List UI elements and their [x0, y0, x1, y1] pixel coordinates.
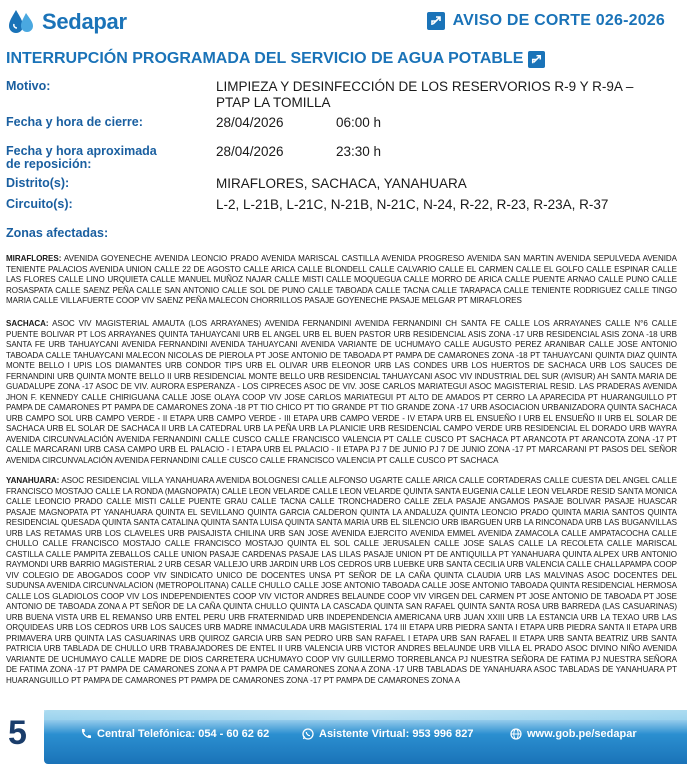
globe-icon [510, 728, 522, 740]
reposicion-label-1: Fecha y hora aproximada [6, 144, 157, 158]
zones-label: Zonas afectadas: [6, 226, 109, 240]
zone-sachaca-text: ASOC VIV MAGISTERIAL AMAUTA (LOS ARRAYANES) AVENIDA FERNANDINI AVENIDA FERNANDINI CH SANTA FE CALLE LOS ARRAYANES CALLE N°6 CALLE PUENTE BOLIVAR PT LOS ARRAYANES QUINTA TAHUAYCANI URB EL ANGEL URB EL BUEN PASTOR URB RESIDENCIAL ASIS ZONA -17 URB RESIDENCIAL ASIS ZONA -18 URB SANTA FE URB TAHUAYCANI AVENIDA FERNANDINI AVENIDA TAHUAYCANI AVENIDA VARIANTE DE UCHUMAYO CALLE AUGUSTO PEREZ ARANIBAR CALLE JOSE ANTONIO TABOADA CALLE TAHUAYCANI MALECON NICOLAS DE PIEROLA PT JOSE ANTONIO DE TABOADA PT PAMPA DE CAMARONES ZONA -18 PT TAHUAYCANI QUINTA DIAZ QUINTA MONTE BELLO I UPIS LOS DIAMANTES URB CONDOR TIPS URB EL OLIVAR URB ELEONOR URB LAS CONDES URB LOS HUERTOS DE SACHACA URB LOS SAUCES DE FERNANDINI URB QUINTA MONTE BELLO II URB RESIDENCIAL MONTE BELLO URB RESIDENCIAL TAHUAYCANI ASOC VIV INDUSTRIAL DEL SUR (AVISUR) AH SANTA MARIA DE GUADALUPE ZONA -17 ASOC DE VIV. AURORA ESPERANZA - LOS CIPRECES ASOC DE VIV. JOSE CARLOS MARIATEGUI ASOC MAGISTERIAL RESID. LAS PRADERAS AVENIDA JHON F. KENNEDY CALLE CHIRIGUANA CALLE JOSE OLAYA COOP VIV JOSE CARLOS MARIATEGUI PT ALTO DE AMADOS PT CERRO LA APARECIDA PT HUARANGUILLO PT PAMPA DE CAMARONES PT PAMPA DE CAMARONES ZONA -18 PT TIO CHICO PT TIO GRANDE PT TIO GRANDE ZONA -17 URB ASOCIACION URBANIZADORA QUINTA SACHACA URB CAMPO SOL URB CAMPO VERDE - II ETAPA URB CAMPO VERDE - III ETAPA URB CAMPO VERDE - IV ETAPA URB EL ENSUEÑO I URB EL ENSUEÑO II URB EL SOLAR DE SACHACA URB EL SOLAR DE SACHACA II URB LA CATEDRAL URB LA PEÑA URB LA PLANICIE URB RESIDENCIAL CAMPO VERDE URB RESIDENCIAL EL DORADO URB WAYRA AVENIDA CIRCUNVALACIÓN AVENIDA FERNANDINI CALLE CUSCO CALLE FRANCISCO VALENCIA PT CALLE CUSCO PT SACHACA PT ARANCOTA PT ARANCOTA ZONA -17 PT CALLE MARCARANI URB CASA CAMPO URB EL PALACIO - I ETAPA URB EL PALACIO - II ETAPA PJ 7 DE JUNIO PJ 7 DE JUNIO ZONA -17 PT MARCARANI PT PASOS DEL SEÑOR AVENIDA CIRCUNVALACIÓN AVENIDA FERNANDINI CALLE CUSCO CALLE FRANCISCO VALENCIA PT CALLE CUSCO PT SACHACA [6, 319, 678, 465]
zone-yanahuara-name: YANAHUARA: [6, 476, 60, 485]
zone-yanahuara [6, 476, 677, 686]
notice-header [427, 12, 665, 30]
page-number: 5 [8, 714, 27, 752]
distritos-label: Distrito(s): [6, 176, 70, 190]
zone-yanahuara-text: ASOC RESIDENCIAL VILLA YANAHUARA AVENIDA BOLOGNESI CALLE ALFONSO UGARTE CALLE ARICA CALLE CORTADERAS CALLE CUESTA DEL ANGEL CALLE FRANCISCO MOSTAJO CALLE LA RONDA (MAGNOPATA) CALLE LEON VELARDE CALLE LEON VELARDE QUINTA SANTA EUGENIA CALLE LEON VELARDE RESID SANTA MONICA CALLE LEONCIO PRADO CALLE MISTI CALLE PUENTE GRAU CALLE TACNA CALLE TRONCHADERO CALLE ZELA PASAJE ANGAMOS PASAJE BOLIVAR PASAJE HUASCAR PASAJE MAGNOPATA PT YANAHUARA QUINTA EL SEVILLANO QUINTA GARCIA CALDERON QUINTA LA ANDALUZA QUINTA LEONCIO PRADO QUINTA MARIA SANTOS QUINTA RESIDENCIAL QUESADA QUINTA SANTA CATALINA QUINTA SANTA LUISA QUINTA SANTA MARIA URB EL SILENCIO URB IBARGUEN URB LA RINCONADA URB LAS BUGANVILLAS URB LAS RETAMAS URB LOS CLAVELES URB PAISAJISTA CHILINA URB SAN JOSE AVENIDA EJERCITO AVENIDA EMMEL AVENIDA ZAMACOLA CALLE AMPATACOCHA CALLE CHULLO CALLE FRANCISCO MOSTAJO CALLE FRANCISCO MOSTAJO QUINTA EL SOL CALLE JERUSALEN CALLE JOSE SALAS CALLE LA RECOLETA CALLE MARISCAL CASTILLA CALLE PAMPITA ZEBALLOS CALLE UNION PASAJE CARDENAS PASAJE LAS LILAS PASAJE UNION PT DE ANTIQUILLA PT YANAHUARA QUINTA ALPEX URB ANTONIO RAYMONDI URB BARRIO MAGISTERIAL 2 URB CESAR VALLEJO URB JARDIN URB LOS CEDROS URB LUEBKE URB SANTA CECILIA URB VALENCIA CALLE CHALLAPAMPA COOP VIV COLEGIO DE ABOGADOS COOP VIV SINDICATO UNICO DE DOCENTES UNSA PT SEÑOR DE LA CAÑA QUINTA CLAUDIA URB LAS MALVINAS ASOC DOCENTES DEL SUDUNSA AVENIDA CIRCUNVALACION (METROPOLITANA) CALLE CHULLO CALLE JOSE ANTONIO TABOADA CALLE JOSE ANTONIO TABOADA QUINTA RESIDENCIAL HERMOSA CALLE LOS GLADIOLOS COOP VIV LOS INDEPENDIENTES COOP VIV VICTOR ANDRES BELAUNDE COOP VIV VIRGEN DEL CARMEN PT JOSE ANTONIO DE TABOADA PT JOSE ANTONIO DE TABOADA ZONA A PT SEÑOR DE LA CAÑA QUINTA CHULLO QUINTA LA CASCADA QUINTA SAN RAFAEL QUINTA SANTA ROSA URB BARREDA (LAS CASUARINAS) URB BUENA VISTA URB EL REMANSO URB ENTEL PERU URB FRATERNIDAD URB INDEPENDENCIA AMERICANA URB JUAN XXIII URB LA ESTANCIA URB LA TEXAO URB LAS ORQUIDEAS URB LOS CEDROS URB LOS SAUCES URB MADRE INMACULADA URB MAGISTERIAL 174 III ETAPA URB PIEDRA SANTA I ETAPA URB PIEDRA SANTA II ETAPA URB PRIMAVERA URB QUINTA LAS CASUARINAS URB QUIROZ GARCIA URB SAN PEDRO URB SAN RAFAEL I ETAPA URB SAN RAFAEL II ETAPA URB SANTA BEATRIZ URB SANTA PATRICIA URB TABLADA DE CHULLO URB TRABAJADORES DE ENTEL II URB VALENCIA URB VICTOR ANDRES BELAUNDE URB VILLA EL PRADO ASOC DIVINO NIÑO AVENIDA VARIANTE DE UCHUMAYO CALLE MADRE DE DIOS CARRETERA UCHUMAYO COOP VIV GUILLERMO TORREBLANCA PJ NUESTRA SEÑORA DE FATIMA PJ NUESTRA SEÑORA DE FATIMA ZONA -17 PT PAMPA DE CAMARONES ZONA A PT PAMPA DE CAMARONES ZONA A ZONA -17 URB TABLADAS DE YANAHUARA ASOC TABLADAS DE YANAHUARA PT HUARANGUILLO PT PAMPA DE CAMARONES PT PAMPA DE CAMARONES ZONA -17 PT PAMPA DE CAMARONES ZONA A [6, 476, 677, 685]
external-link-icon[interactable] [427, 12, 445, 30]
cierre-date: 28/04/2026 [216, 115, 284, 130]
header [0, 0, 687, 42]
page-title-text: INTERRUPCIÓN PROGRAMADA DEL SERVICIO DE AGUA POTABLE [6, 50, 524, 67]
sedapar-logo [6, 6, 127, 38]
notice-number: AVISO DE CORTE 026-2026 [452, 12, 665, 29]
phone-contact[interactable] [80, 728, 269, 740]
cierre-time: 06:00 h [336, 115, 382, 130]
circuitos-value: L-2, L-21B, L-21C, N-21B, N-21C, N-24, R-22, R-23, R-23A, R-37 [216, 197, 609, 212]
phone-text: Central Telefónica: 054 - 60 62 62 [97, 728, 270, 740]
zone-miraflores-name: MIRAFLORES: [6, 254, 62, 263]
virtual-assistant-text: Asistente Virtual: 953 996 827 [319, 728, 474, 740]
reposicion-time: 23:30 h [336, 144, 382, 159]
zone-miraflores [6, 254, 677, 307]
page-title [6, 50, 545, 68]
zone-sachaca [6, 319, 677, 466]
zone-sachaca-name: SACHACA: [6, 319, 49, 328]
circuitos-label: Circuito(s): [6, 197, 73, 211]
motivo-line-2: PTAP LA TOMILLA [216, 95, 331, 110]
reposicion-date: 28/04/2026 [216, 144, 284, 159]
footer [0, 706, 687, 764]
external-link-icon[interactable] [528, 51, 545, 68]
water-drop-logo-icon [6, 7, 40, 37]
footer-stripe [44, 710, 687, 720]
phone-icon [80, 728, 92, 740]
website-contact[interactable] [510, 728, 637, 740]
zone-miraflores-text: AVENIDA GOYENECHE AVENIDA LEONCIO PRADO AVENIDA MARISCAL CASTILLA AVENIDA PROGRESO AVENIDA SAN MARTIN AVENIDA SEPULVEDA AVENIDA TENIENTE PALACIOS AVENIDA UNION CALLE 22 DE AGOSTO CALLE ARICA CALLE BLONDELL CALLE CALVARIO CALLE EL CARMEN CALLE EL GOLFO CALLE ESPINAR CALLE LAS FLORES CALLE LINO URQUIETA CALLE MANUEL MUÑOZ NAJAR CALLE MISTI CALLE MOQUEGUA CALLE MORRO DE ARICA CALLE PUENTE ARNAO CALLE PUNO CALLE ROSASPATA CALLE SAENZ PEÑA CALLE SAN ANTONIO CALLE SOL DE PUNO CALLE TABOADA CALLE TACNA CALLE TARAPACA CALLE TENIENTE RODRIGUEZ CALLE TINGO MARIA CALLE VILLAFUERTE COOP VIV SAENZ PEÑA MALECON CHORRILLOS PASAJE GOYENECHE PASAJE MELGAR PT MIRAFLORES [6, 254, 677, 305]
reposicion-label-2: de reposición: [6, 157, 92, 171]
website-text: www.gob.pe/sedapar [527, 728, 637, 740]
virtual-assistant-contact[interactable] [302, 728, 474, 740]
motivo-label: Motivo: [6, 79, 51, 93]
cierre-label: Fecha y hora de cierre: [6, 115, 143, 129]
motivo-line-1: LIMPIEZA Y DESINFECCIÓN DE LOS RESERVORIOS R-9 Y R-9A – [216, 79, 634, 94]
whatsapp-icon [302, 728, 314, 740]
distritos-value: MIRAFLORES, SACHACA, YANAHUARA [216, 176, 467, 191]
brand-name: Sedapar [42, 9, 127, 34]
